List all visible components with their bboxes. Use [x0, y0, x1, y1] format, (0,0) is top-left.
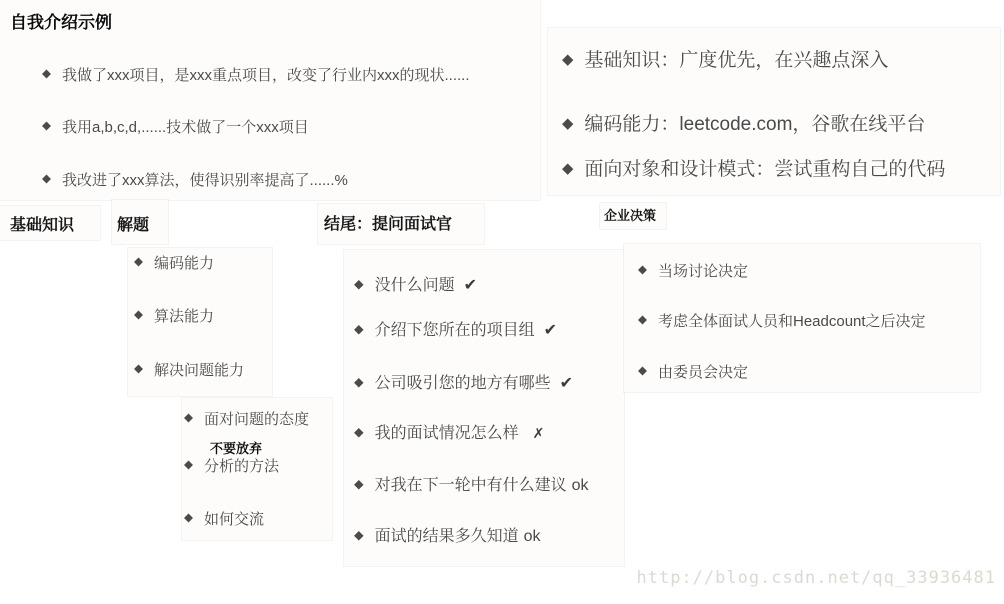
diamond-bullet-icon: ◆	[42, 172, 51, 186]
diamond-bullet-icon: ◆	[562, 160, 574, 177]
list-item	[184, 509, 264, 530]
list-item-label: 没什么问题	[374, 277, 455, 294]
check-mark-icon: ✔	[463, 277, 478, 294]
diamond-bullet-icon: ◆	[562, 51, 574, 68]
diamond-bullet-icon: ◆	[354, 375, 364, 390]
attitude-note: 不要放弃	[210, 441, 263, 456]
diamond-bullet-icon: ◆	[354, 528, 364, 543]
diamond-bullet-icon: ◆	[354, 277, 364, 292]
diamond-bullet-icon: ◆	[42, 67, 51, 81]
diamond-bullet-icon: ◆	[638, 364, 647, 378]
list-item-label: 对我在下一轮中有什么建议	[374, 477, 567, 494]
list-item-label: 当场讨论决定	[658, 263, 749, 280]
page-title: 自我介绍示例	[10, 13, 112, 32]
diamond-bullet-icon: ◆	[354, 322, 364, 337]
list-item	[638, 311, 926, 332]
list-item	[354, 475, 589, 497]
list-item-label: 我的面试情况怎么样	[374, 425, 519, 442]
list-item-label: 面向对象和设计模式：尝试重构自己的代码	[584, 159, 946, 180]
diamond-bullet-icon: ◆	[184, 511, 193, 525]
list-item	[42, 170, 348, 191]
list-item	[354, 423, 544, 445]
diamond-bullet-icon: ◆	[638, 263, 647, 277]
list-item-label: 考虑全体面试人员和Headcount之后决定	[658, 313, 926, 330]
list-item	[42, 117, 309, 138]
list-item	[638, 261, 748, 282]
diamond-bullet-icon: ◆	[184, 458, 193, 472]
list-item-label: 分析的方法	[204, 458, 280, 475]
diamond-bullet-icon: ◆	[134, 308, 143, 322]
diamond-bullet-icon: ◆	[562, 115, 574, 132]
solving-heading: 解题	[117, 217, 150, 234]
list-item	[354, 526, 541, 548]
knowledge-heading: 基础知识	[10, 217, 75, 234]
list-item-label: 面对问题的态度	[204, 411, 310, 428]
list-item	[134, 306, 214, 327]
list-item-label: 解决问题能力	[154, 362, 245, 379]
list-item-label: 如何交流	[204, 511, 265, 528]
closing-list-box	[344, 250, 624, 566]
list-item-label: 由委员会决定	[658, 364, 749, 381]
diamond-bullet-icon: ◆	[354, 477, 364, 492]
diamond-bullet-icon: ◆	[134, 255, 143, 269]
list-item	[354, 275, 477, 297]
check-mark-icon: ✔	[559, 375, 574, 392]
list-item	[562, 157, 945, 184]
diamond-bullet-icon: ◆	[42, 119, 51, 133]
list-item	[184, 409, 309, 430]
list-item	[184, 456, 279, 477]
diamond-bullet-icon: ◆	[638, 313, 647, 327]
list-item-label: 介绍下您所在的项目组	[374, 322, 535, 339]
csdn-watermark: http://blog.csdn.net/qq_33936481	[636, 568, 996, 588]
list-item-label: 面试的结果多久知道	[374, 528, 519, 545]
list-item-label: 编码能力：leetcode.com，谷歌在线平台	[584, 114, 926, 135]
list-item-label: 我改进了xxx算法，使得识别率提高了......%	[62, 172, 348, 189]
list-item-label: 我做了xxx项目，是xxx重点项目，改变了行业内xxx的现状......	[62, 67, 470, 84]
list-item-label: 编码能力	[154, 255, 215, 272]
list-item	[562, 112, 925, 139]
closing-heading: 结尾：提问面试官	[324, 216, 453, 233]
cross-mark-icon: ✗	[532, 425, 545, 442]
list-item	[134, 253, 214, 274]
ok-mark-label: ok	[571, 477, 589, 494]
list-item	[638, 362, 748, 383]
diamond-bullet-icon: ◆	[134, 362, 143, 376]
list-item	[134, 360, 244, 381]
decision-heading: 企业决策	[604, 208, 657, 223]
ok-mark-label: ok	[523, 528, 541, 545]
diamond-bullet-icon: ◆	[184, 411, 193, 425]
list-item	[354, 373, 573, 395]
list-item-label: 我用a,b,c,d,......技术做了一个xxx项目	[62, 119, 309, 136]
list-item-label: 算法能力	[154, 308, 215, 325]
list-item-label: 基础知识：广度优先，在兴趣点深入	[584, 50, 889, 71]
check-mark-icon: ✔	[543, 322, 558, 339]
list-item	[354, 320, 557, 342]
list-item	[42, 65, 470, 86]
list-item	[562, 48, 888, 75]
diamond-bullet-icon: ◆	[354, 425, 364, 440]
list-item-label: 公司吸引您的地方有哪些	[374, 375, 551, 392]
